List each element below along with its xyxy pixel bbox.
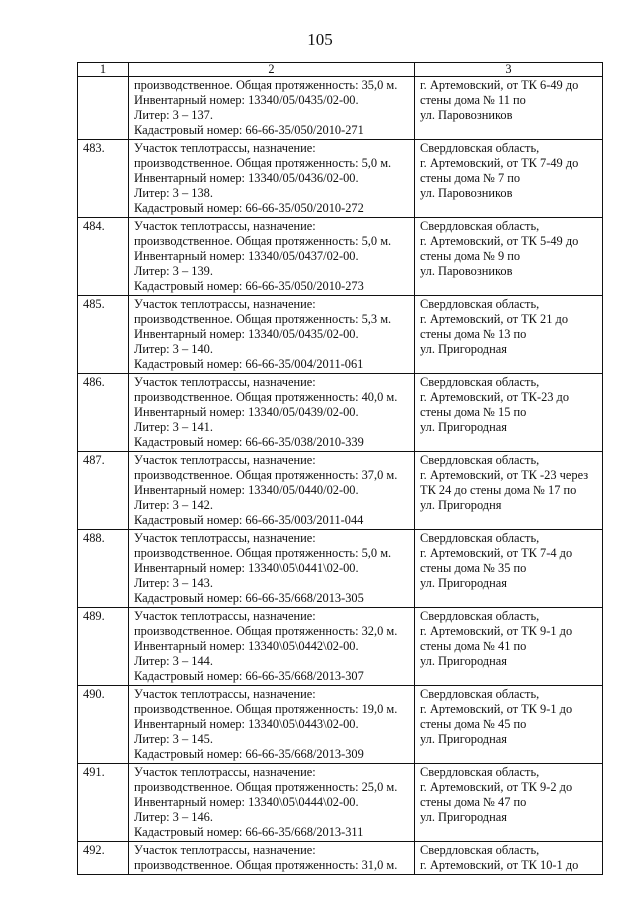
description-line: Литер: 3 – 142. <box>134 498 213 512</box>
table-row <box>78 140 603 218</box>
description-line: производственное. Общая протяженность: 25,0 м. <box>134 780 398 794</box>
location-line: г. Артемовский, от ТК 10-1 до <box>420 858 579 872</box>
description-line: производственное. Общая протяженность: 19,0 м. <box>134 702 398 716</box>
description-line: Литер: 3 – 138. <box>134 186 213 200</box>
description-line: производственное. Общая протяженность: 37,0 м. <box>134 468 398 482</box>
table-row <box>78 218 603 296</box>
location-line: стены дома № 11 по <box>420 93 526 107</box>
description-line: Литер: 3 – 145. <box>134 732 213 746</box>
location-line: Свердловская область, <box>420 531 540 545</box>
description-line: Кадастровый номер: 66-66-35/038/2010-339 <box>134 435 364 449</box>
object-location-cell <box>415 77 603 140</box>
description-line: Литер: 3 – 144. <box>134 654 213 668</box>
row-number: 484. <box>78 218 129 296</box>
location-line: г. Артемовский, от ТК 7-49 до <box>420 156 579 170</box>
location-line: Свердловская область, <box>420 297 540 311</box>
description-line: производственное. Общая протяженность: 5,0 м. <box>134 234 392 248</box>
location-line: г. Артемовский, от ТК 9-2 до <box>420 780 573 794</box>
object-location-cell <box>415 842 603 875</box>
location-line: Свердловская область, <box>420 141 540 155</box>
row-number: 490. <box>78 686 129 764</box>
description-line: Участок теплотрассы, назначение: <box>134 765 316 779</box>
table-row <box>78 608 603 686</box>
location-line: стены дома № 47 по <box>420 795 527 809</box>
table-row <box>78 686 603 764</box>
table-row <box>78 374 603 452</box>
location-line: г. Артемовский, от ТК 21 до <box>420 312 569 326</box>
table-row <box>78 77 603 140</box>
column-header-number: 1 <box>78 63 129 77</box>
description-line: Участок теплотрассы, назначение: <box>134 687 316 701</box>
object-description-cell <box>129 686 415 764</box>
property-register-table <box>77 62 603 875</box>
object-location-cell <box>415 764 603 842</box>
location-line: г. Артемовский, от ТК 9-1 до <box>420 702 573 716</box>
description-line: Кадастровый номер: 66-66-35/003/2011-044 <box>134 513 364 527</box>
location-line: ул. Пригородная <box>420 576 507 590</box>
row-number <box>78 77 129 140</box>
description-line: Кадастровый номер: 66-66-35/050/2010-272 <box>134 201 364 215</box>
location-line: г. Артемовский, от ТК 5-49 до <box>420 234 579 248</box>
row-number: 487. <box>78 452 129 530</box>
location-line: ул. Пригородная <box>420 732 507 746</box>
location-line: Свердловская область, <box>420 453 540 467</box>
description-line: производственное. Общая протяженность: 31,0 м. <box>134 858 398 872</box>
description-line: Кадастровый номер: 66-66-35/668/2013-307 <box>134 669 364 683</box>
description-line: Кадастровый номер: 66-66-35/668/2013-305 <box>134 591 364 605</box>
location-line: Свердловская область, <box>420 375 540 389</box>
description-line: Литер: 3 – 139. <box>134 264 213 278</box>
description-line: Инвентарный номер: 13340/05/0436/02-00. <box>134 171 359 185</box>
location-line: г. Артемовский, от ТК 6-49 до <box>420 78 579 92</box>
object-location-cell <box>415 140 603 218</box>
description-line: производственное. Общая протяженность: 5,3 м. <box>134 312 392 326</box>
description-line: производственное. Общая протяженность: 5,0 м. <box>134 546 392 560</box>
location-line: ул. Паровозников <box>420 264 513 278</box>
row-number: 483. <box>78 140 129 218</box>
object-description-cell <box>129 77 415 140</box>
table-row <box>78 530 603 608</box>
row-number: 486. <box>78 374 129 452</box>
object-location-cell <box>415 608 603 686</box>
description-line: Участок теплотрассы, назначение: <box>134 609 316 623</box>
table-row <box>78 842 603 875</box>
location-line: ул. Паровозников <box>420 186 513 200</box>
location-line: Свердловская область, <box>420 843 540 857</box>
description-line: Участок теплотрассы, назначение: <box>134 375 316 389</box>
location-line: Свердловская область, <box>420 609 540 623</box>
location-line: стены дома № 9 по <box>420 249 521 263</box>
location-line: стены дома № 13 по <box>420 327 527 341</box>
description-line: Участок теплотрассы, назначение: <box>134 219 316 233</box>
object-description-cell <box>129 530 415 608</box>
description-line: Инвентарный номер: 13340\05\0443\02-00. <box>134 717 359 731</box>
column-header-description: 2 <box>129 63 415 77</box>
location-line: ул. Пригородная <box>420 810 507 824</box>
object-description-cell <box>129 218 415 296</box>
location-line: стены дома № 45 по <box>420 717 527 731</box>
location-line: г. Артемовский, от ТК 9-1 до <box>420 624 573 638</box>
description-line: производственное. Общая протяженность: 35,0 м. <box>134 78 398 92</box>
object-description-cell <box>129 764 415 842</box>
description-line: Литер: 3 – 141. <box>134 420 213 434</box>
table-row <box>78 764 603 842</box>
location-line: г. Артемовский, от ТК -23 через <box>420 468 589 482</box>
description-line: Инвентарный номер: 13340\05\0441\02-00. <box>134 561 359 575</box>
description-line: Участок теплотрассы, назначение: <box>134 843 316 857</box>
description-line: Инвентарный номер: 13340/05/0435/02-00. <box>134 327 359 341</box>
object-location-cell <box>415 374 603 452</box>
location-line: Свердловская область, <box>420 687 540 701</box>
description-line: Участок теплотрассы, назначение: <box>134 531 316 545</box>
location-line: Свердловская область, <box>420 219 540 233</box>
location-line: стены дома № 7 по <box>420 171 521 185</box>
description-line: Литер: 3 – 146. <box>134 810 213 824</box>
location-line: ул. Пригородная <box>420 654 507 668</box>
location-line: ул. Пригородня <box>420 498 502 512</box>
location-line: ул. Пригородная <box>420 420 507 434</box>
description-line: производственное. Общая протяженность: 5,0 м. <box>134 156 392 170</box>
description-line: Кадастровый номер: 66-66-35/050/2010-273 <box>134 279 364 293</box>
object-description-cell <box>129 140 415 218</box>
row-number: 485. <box>78 296 129 374</box>
description-line: Литер: 3 – 137. <box>134 108 213 122</box>
object-description-cell <box>129 374 415 452</box>
description-line: Инвентарный номер: 13340\05\0444\02-00. <box>134 795 359 809</box>
description-line: Инвентарный номер: 13340/05/0439/02-00. <box>134 405 359 419</box>
location-line: г. Артемовский, от ТК-23 до <box>420 390 570 404</box>
description-line: Литер: 3 – 140. <box>134 342 213 356</box>
table-body <box>78 77 603 875</box>
object-description-cell <box>129 452 415 530</box>
object-description-cell <box>129 608 415 686</box>
location-line: стены дома № 15 по <box>420 405 527 419</box>
location-line: Свердловская область, <box>420 765 540 779</box>
location-line: ул. Пригородная <box>420 342 507 356</box>
object-location-cell <box>415 530 603 608</box>
description-line: Участок теплотрассы, назначение: <box>134 453 316 467</box>
object-location-cell <box>415 452 603 530</box>
description-line: Участок теплотрассы, назначение: <box>134 297 316 311</box>
description-line: Кадастровый номер: 66-66-35/668/2013-309 <box>134 747 364 761</box>
location-line: ул. Паровозников <box>420 108 513 122</box>
location-line: ТК 24 до стены дома № 17 по <box>420 483 577 497</box>
location-line: стены дома № 35 по <box>420 561 527 575</box>
description-line: Инвентарный номер: 13340/05/0440/02-00. <box>134 483 359 497</box>
description-line: Кадастровый номер: 66-66-35/668/2013-311 <box>134 825 364 839</box>
object-location-cell <box>415 296 603 374</box>
object-description-cell <box>129 296 415 374</box>
description-line: Литер: 3 – 143. <box>134 576 213 590</box>
page-number: 105 <box>307 30 333 49</box>
row-number: 491. <box>78 764 129 842</box>
row-number: 489. <box>78 608 129 686</box>
description-line: Кадастровый номер: 66-66-35/050/2010-271 <box>134 123 364 137</box>
column-header-location: 3 <box>415 63 603 77</box>
object-location-cell <box>415 686 603 764</box>
description-line: Инвентарный номер: 13340/05/0435/02-00. <box>134 93 359 107</box>
row-number: 492. <box>78 842 129 875</box>
description-line: Кадастровый номер: 66-66-35/004/2011-061 <box>134 357 364 371</box>
description-line: производственное. Общая протяженность: 32,0 м. <box>134 624 398 638</box>
table-row <box>78 296 603 374</box>
row-number: 488. <box>78 530 129 608</box>
location-line: г. Артемовский, от ТК 7-4 до <box>420 546 573 560</box>
table-header-row <box>78 63 603 77</box>
table-row <box>78 452 603 530</box>
description-line: Инвентарный номер: 13340\05\0442\02-00. <box>134 639 359 653</box>
description-line: Инвентарный номер: 13340/05/0437/02-00. <box>134 249 359 263</box>
object-location-cell <box>415 218 603 296</box>
location-line: стены дома № 41 по <box>420 639 527 653</box>
description-line: Участок теплотрассы, назначение: <box>134 141 316 155</box>
description-line: производственное. Общая протяженность: 40,0 м. <box>134 390 398 404</box>
object-description-cell <box>129 842 415 875</box>
